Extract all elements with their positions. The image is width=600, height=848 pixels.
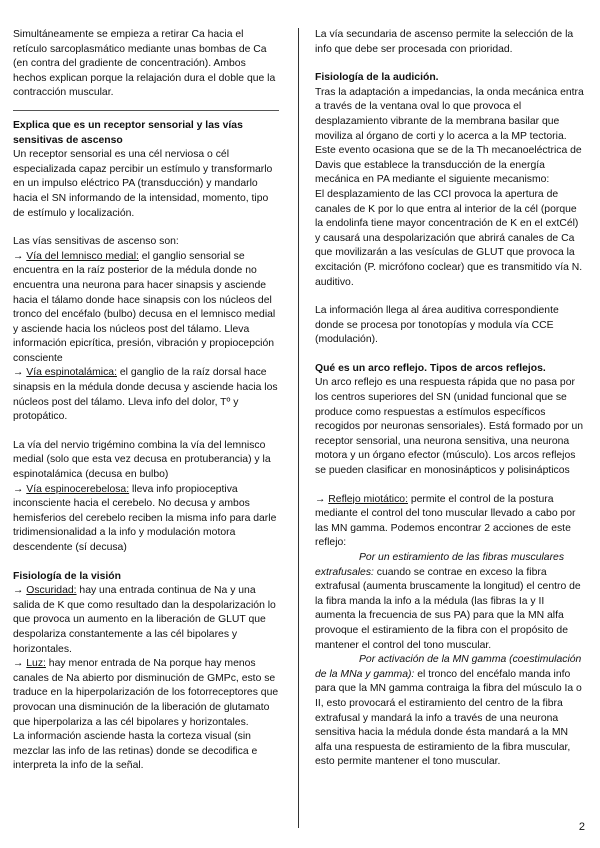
- audicion-paragraph: Tras la adaptación a impedancias, la onda mecánica entra a través de la ventana oval lo que provoca el desplazamiento vibrante de la membrana basilar que moviliza al órgano de corti y lo acerca a la MP tectoria. Este evento ocasiona que se de la Th mecanoeléctrica de Davis que establece la transducción de la energía mecánica en PA mediante el siguiente mecanismo:: [315, 86, 584, 186]
- column-divider: [298, 28, 299, 828]
- arrow-icon: →: [13, 585, 24, 597]
- oscuridad-paragraph: [13, 584, 279, 657]
- lemnisco-paragraph: [13, 250, 279, 367]
- gamma-paragraph: [315, 653, 585, 770]
- miotatico-text: permite el control de la postura mediante el control del tono muscular llevado a cabo por las MN gamma. Podemos encontrar 2 acciones de este reflejo:: [315, 493, 576, 549]
- espino-paragraph: [13, 366, 279, 424]
- lemnisco-label: Vía del lemnisco medial:: [26, 250, 139, 262]
- vision-heading: Fisiología de la visión: [13, 570, 121, 582]
- arrow-icon: →: [315, 493, 326, 505]
- oscuridad-text: hay una entrada continua de Na y una salida de K que como resultado dan la despolarización lo que provoca un aumento en la liberación de GLUT que despolariza constantemente a las cél bipolares y horizontales.: [13, 585, 276, 655]
- luz-paragraph: [13, 657, 279, 730]
- page-number: 2: [578, 821, 585, 833]
- gamma-label: Por activación de la MN gamma (coestimulación de la MNa y gamma):: [315, 654, 582, 680]
- miotatico-label: Reflejo miotático:: [328, 493, 408, 505]
- luz-text: hay menor entrada de Na porque hay menos canales de Na abierto por disminución de GMPc, esto se traduce en la hiperpolarización de los fotorreceptores que provocan una disminución de la liberación de glutamato que hiperpolariza a las cél bipolares y horizontales.: [13, 658, 279, 728]
- gamma-text: el tronco del encéfalo manda info para que la MN gamma contraiga la fibra del músculo Ia o II, esto provocará el estiramiento del centro de la fibra extrafusal y mandará la info a través de una neurona sensitiva hacia la médula donde ésta mandará a la MN alfa una respuesta de estiramiento de la fibra muscular, esto permite mantener el tono muscular.: [315, 668, 582, 768]
- espino-text: el ganglio de la raíz dorsal hace sinapsis en la médula donde decusa y asciende hacia los núcleos post del tálamo. Lleva info del dolor, Tº y protopático.: [13, 367, 278, 423]
- receptor-heading: Explica que es un receptor sensorial y las vías sensitivas de ascenso: [13, 119, 243, 146]
- right-column: [315, 28, 585, 770]
- trigemino-paragraph: La vía del nervio trigémino combina la vía del lemnisco medial (solo que esta vez decusa en protuberancia) y la espinotalámica (decusa en bulbo): [13, 439, 271, 481]
- miotatico-paragraph: [315, 493, 585, 551]
- cerebelosa-label: Vía espinocerebelosa:: [26, 483, 130, 495]
- vision-end-paragraph: La información asciende hasta la corteza visual (sin mezclar las info de las retinas) donde se decodifica e interpreta la info de la señal.: [13, 731, 258, 772]
- arrow-icon: →: [13, 658, 24, 670]
- vias-intro: Las vías sensitivas de ascenso son:: [13, 236, 179, 248]
- left-column: [13, 28, 279, 774]
- arrow-icon: →: [13, 250, 24, 262]
- arrow-icon: →: [13, 483, 24, 495]
- audicion-mechanism: El desplazamiento de las CCI provoca la apertura de canales de K por lo que entra al interior de la cél (porque la endolinfa tiene mayor concentración de K en el extCél) y causará una despolarización que abrirá canales de Ca que movilizarán a las vesículas de GLUT que provoca la excitación (P. micrófono coclear) que es transmitido vía N. auditivo.: [315, 188, 583, 288]
- lemnisco-text: el ganglio sensorial se encuentra en la raíz posterior de la médula donde no encuentra una neurona para hacer sinapsis y asciende hacia el tálamo donde hace sinapsis con los núcleos del tronco del encéfalo (bulbo) decusa en el lemnisco medial y asciende hacia los núcleos post del tálamo. Lleva información epicrítica, presión, vibración y propiocepción consciente: [13, 250, 276, 364]
- cerebelosa-text: lleva info propioceptiva inconsciente hacia el cerebelo. No decusa y ambos hemisferios del cerebelo reciben la misma info para darle tridimensionalidad a la info y modulación motora descendente (sí decusa): [13, 483, 277, 553]
- audicion-heading: Fisiología de la audición.: [315, 72, 439, 84]
- audicion-end: La información llega al área auditiva correspondiente donde se procesa por tonotopías y modula vía CCE (modulación).: [315, 305, 559, 346]
- fibras-label: Por un estiramiento de las fibras musculares extrafusales:: [315, 552, 565, 578]
- reflejo-heading: Qué es un arco reflejo. Tipos de arcos reflejos.: [315, 362, 546, 374]
- fibras-text: cuando se contrae en exceso la fibra extrafusal (aumenta bruscamente la longitud) el centro de la fibra manda la info a la médula (las fibras Ia y II aumenta la frecuencia de sus PA) para que la MN alfa provoque el estiramiento de la fibra con el propósito de mantener el control del tono muscular.: [315, 566, 581, 651]
- luz-label: Luz:: [26, 658, 46, 670]
- fibras-paragraph: [315, 551, 585, 653]
- receptor-paragraph: Un receptor sensorial es una cél nerviosa o cél especializada capaz percibir un estímulo y transformarlo en un impulso eléctrico PA (transducción) y mandarlo hacia el SN informando de la intensidad, momento, tipo de estímulo y localización.: [13, 149, 273, 219]
- espino-label: Vía espinotalámica:: [26, 367, 117, 379]
- intro-paragraph: Simultáneamente se empieza a retirar Ca hacia el retículo sarcoplasmático mediante unas bombas de Ca (en contra del gradiente de concentración). Ambos hechos explican porque la relajación dura el doble que la contracción muscular.: [13, 29, 276, 99]
- secundaria-paragraph: La vía secundaria de ascenso permite la selección de la info que debe ser procesada con prioridad.: [315, 29, 574, 55]
- arrow-icon: →: [13, 367, 24, 379]
- oscuridad-label: Oscuridad:: [26, 585, 77, 597]
- cerebelosa-paragraph: [13, 483, 279, 556]
- reflejo-paragraph: Un arco reflejo es una respuesta rápida que no pasa por los centros superiores del SN (unidad funcional que se produce como respuestas a estímulos específicos recogidos por neuronas sensoriales). Está formado por un receptor sensorial, una neurona sensitiva, una neurona motora y un órgano efector (músculo). Los arcos reflejos se pueden clasificar en monosinápticos y polisinápticos: [315, 377, 583, 477]
- section-divider: [13, 110, 279, 111]
